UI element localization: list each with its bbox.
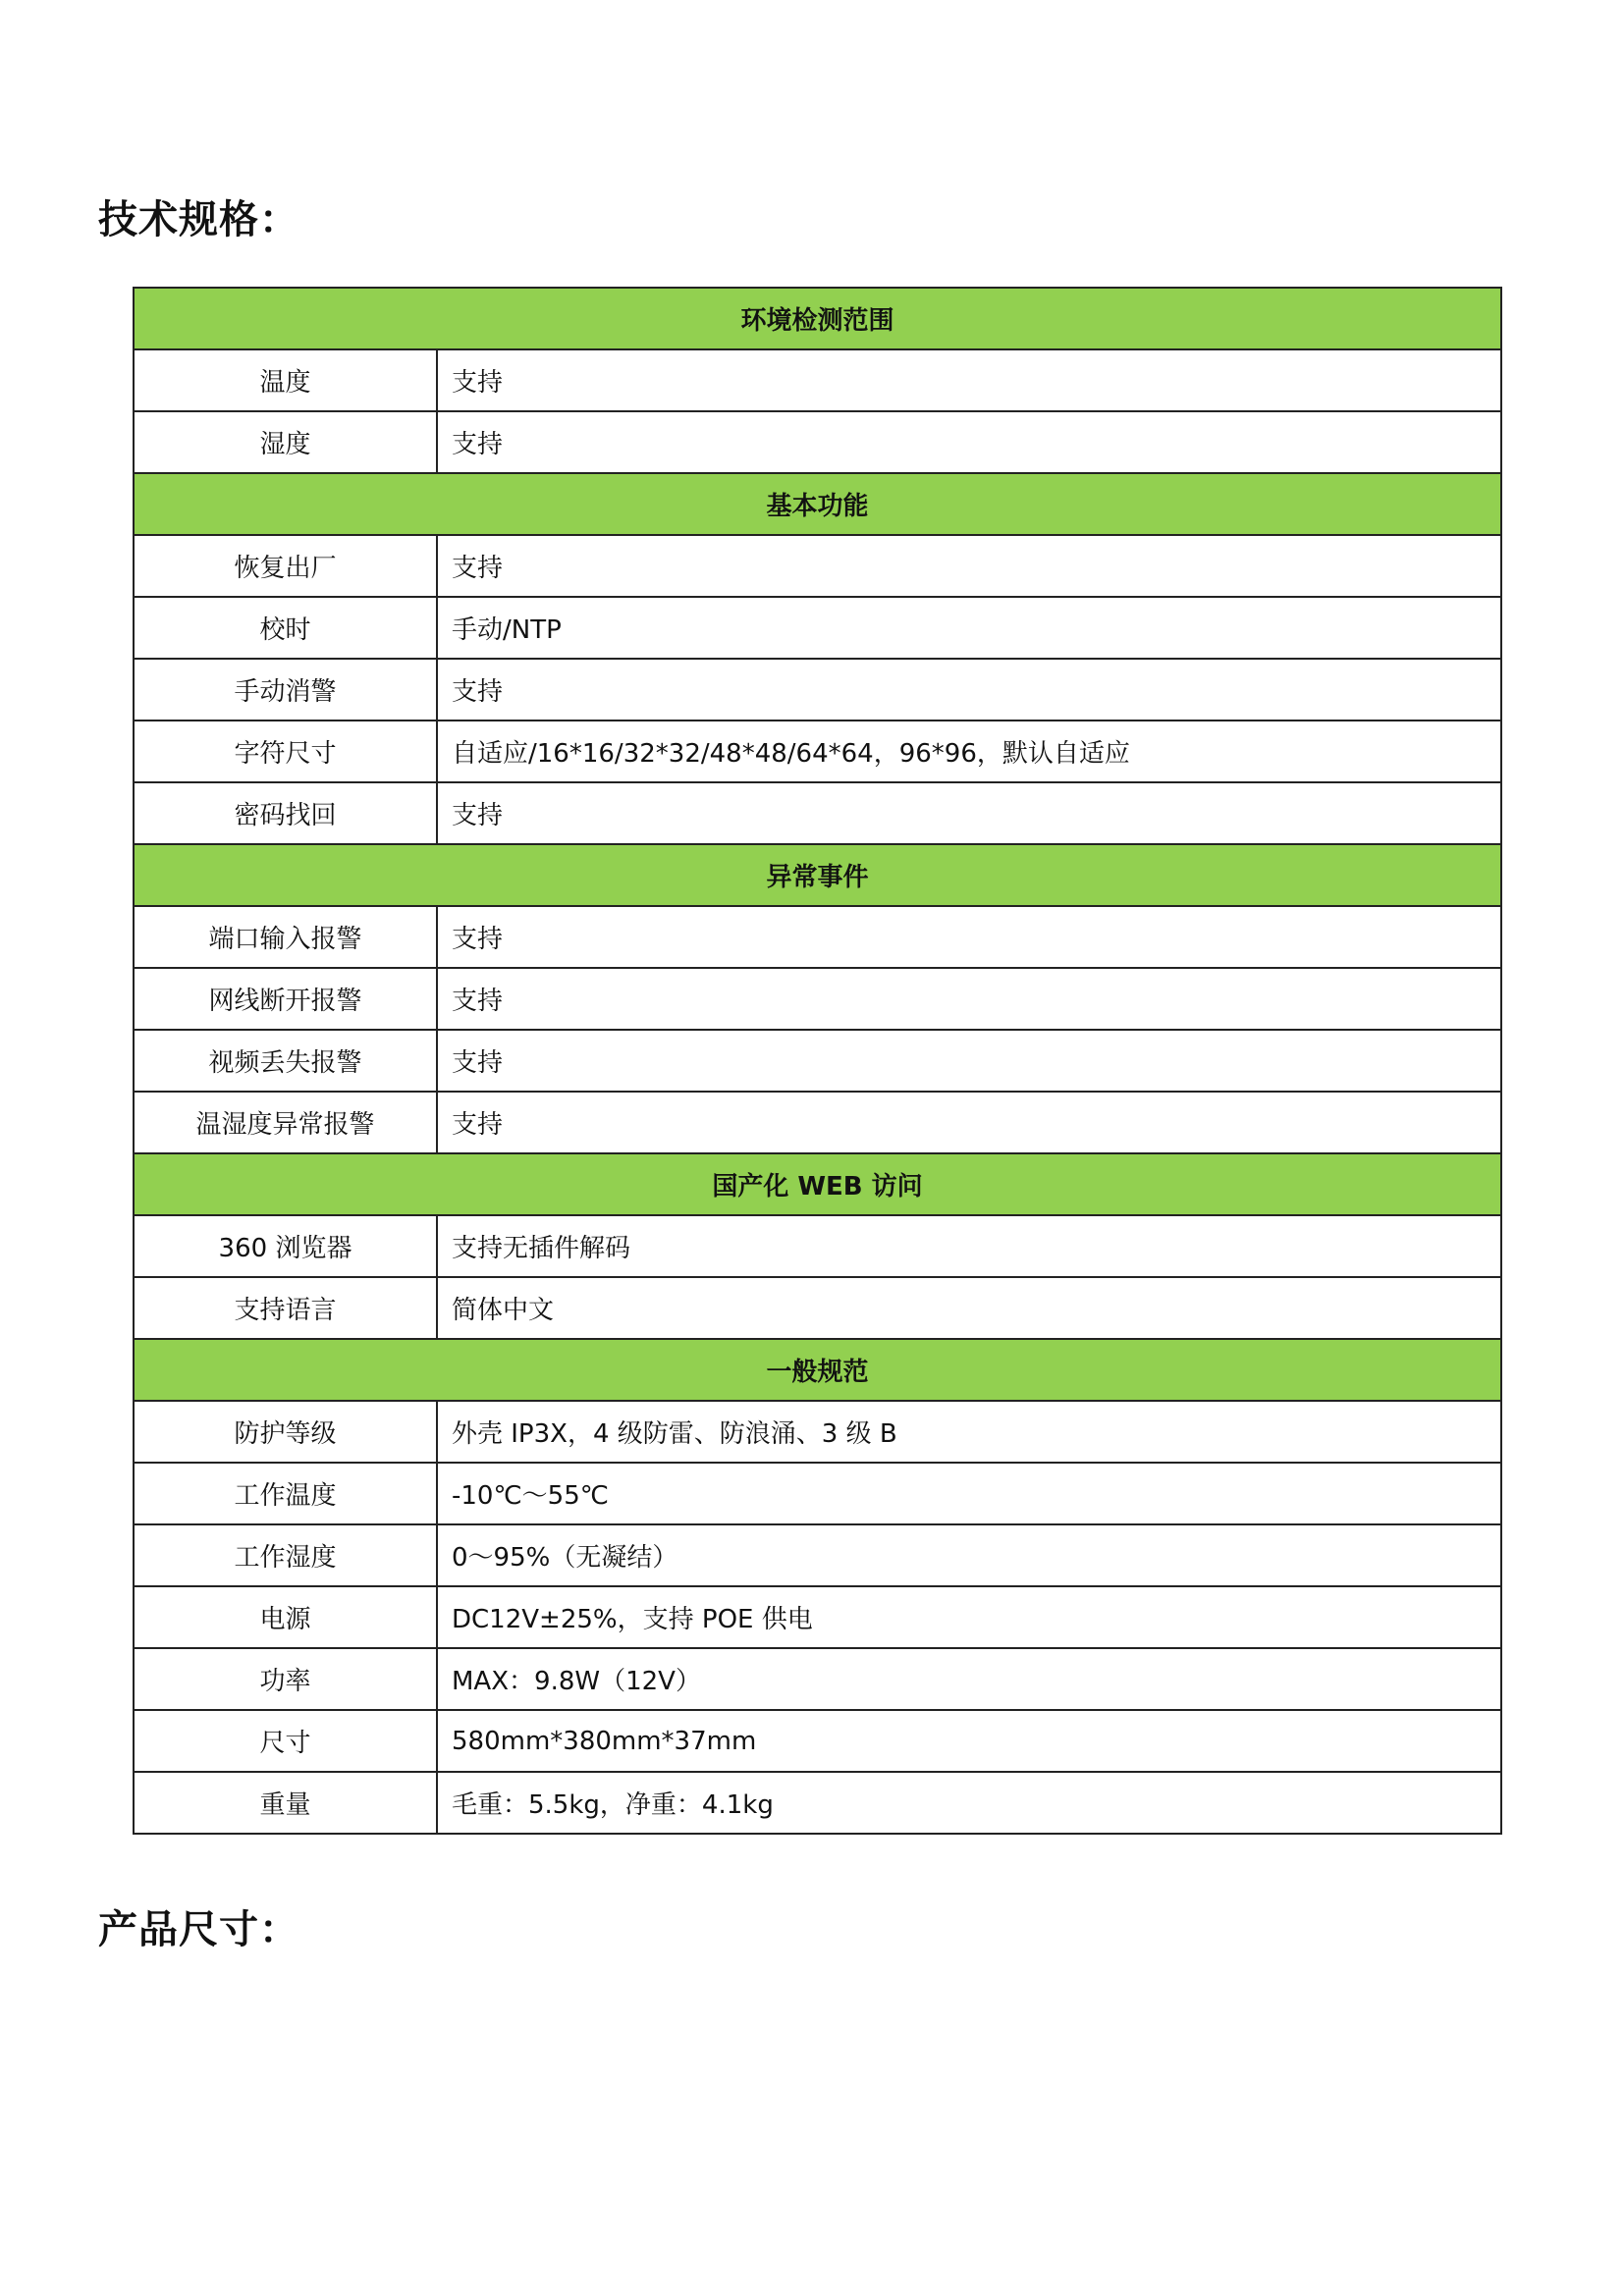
spec-label: 工作湿度 [134, 1524, 437, 1586]
spec-label: 防护等级 [134, 1401, 437, 1463]
table-row [134, 597, 1501, 659]
section-title: 异常事件 [134, 844, 1501, 906]
table-row [134, 906, 1501, 968]
table-row [134, 659, 1501, 721]
spec-value: 手动/NTP [437, 597, 1501, 659]
section-header-row [134, 288, 1501, 349]
spec-value: 支持 [437, 1030, 1501, 1092]
spec-label: 360 浏览器 [134, 1215, 437, 1277]
spec-label: 手动消警 [134, 659, 437, 721]
spec-value: 支持 [437, 535, 1501, 597]
spec-label: 温度 [134, 349, 437, 411]
spec-value: 简体中文 [437, 1277, 1501, 1339]
spec-value: 支持 [437, 782, 1501, 844]
spec-heading: 技术规格： [98, 197, 299, 242]
spec-value: -10℃～55℃ [437, 1463, 1501, 1524]
section-header-row [134, 844, 1501, 906]
spec-value: 支持无插件解码 [437, 1215, 1501, 1277]
table-row [134, 1586, 1501, 1648]
table-row [134, 1710, 1501, 1772]
section-header-row [134, 473, 1501, 535]
table-row [134, 782, 1501, 844]
spec-value: MAX：9.8W（12V） [437, 1648, 1501, 1710]
spec-label: 功率 [134, 1648, 437, 1710]
table-row [134, 1772, 1501, 1834]
spec-value: 支持 [437, 906, 1501, 968]
table-row [134, 1648, 1501, 1710]
spec-label: 工作温度 [134, 1463, 437, 1524]
table-row [134, 1401, 1501, 1463]
table-row [134, 968, 1501, 1030]
section-title: 环境检测范围 [134, 288, 1501, 349]
spec-value: 支持 [437, 659, 1501, 721]
spec-table-body [134, 288, 1501, 1834]
spec-value: 支持 [437, 411, 1501, 473]
spec-label: 湿度 [134, 411, 437, 473]
spec-value: DC12V±25%，支持 POE 供电 [437, 1586, 1501, 1648]
spec-label: 尺寸 [134, 1710, 437, 1772]
spec-label: 网线断开报警 [134, 968, 437, 1030]
section-header-row [134, 1339, 1501, 1401]
spec-label: 支持语言 [134, 1277, 437, 1339]
spec-value: 毛重：5.5kg，净重：4.1kg [437, 1772, 1501, 1834]
spec-label: 校时 [134, 597, 437, 659]
spec-value: 支持 [437, 349, 1501, 411]
table-row [134, 1524, 1501, 1586]
table-row [134, 721, 1501, 782]
section-title: 基本功能 [134, 473, 1501, 535]
spec-label: 恢复出厂 [134, 535, 437, 597]
dimensions-heading: 产品尺寸： [98, 1907, 299, 1952]
table-row [134, 1277, 1501, 1339]
spec-label: 密码找回 [134, 782, 437, 844]
section-title: 一般规范 [134, 1339, 1501, 1401]
spec-value: 支持 [437, 968, 1501, 1030]
spec-value: 580mm*380mm*37mm [437, 1710, 1501, 1772]
spec-label: 温湿度异常报警 [134, 1092, 437, 1153]
table-row [134, 535, 1501, 597]
spec-label: 视频丢失报警 [134, 1030, 437, 1092]
spec-label: 字符尺寸 [134, 721, 437, 782]
spec-value: 外壳 IP3X，4 级防雷、防浪涌、3 级 B [437, 1401, 1501, 1463]
section-header-row [134, 1153, 1501, 1215]
spec-value: 自适应/16*16/32*32/48*48/64*64，96*96，默认自适应 [437, 721, 1501, 782]
spec-value: 0～95%（无凝结） [437, 1524, 1501, 1586]
spec-table [133, 287, 1502, 1835]
spec-label: 电源 [134, 1586, 437, 1648]
spec-label: 重量 [134, 1772, 437, 1834]
table-row [134, 1463, 1501, 1524]
spec-value: 支持 [437, 1092, 1501, 1153]
table-row [134, 411, 1501, 473]
spec-label: 端口输入报警 [134, 906, 437, 968]
table-row [134, 1092, 1501, 1153]
table-row [134, 1215, 1501, 1277]
section-title: 国产化 WEB 访问 [134, 1153, 1501, 1215]
table-row [134, 1030, 1501, 1092]
table-row [134, 349, 1501, 411]
